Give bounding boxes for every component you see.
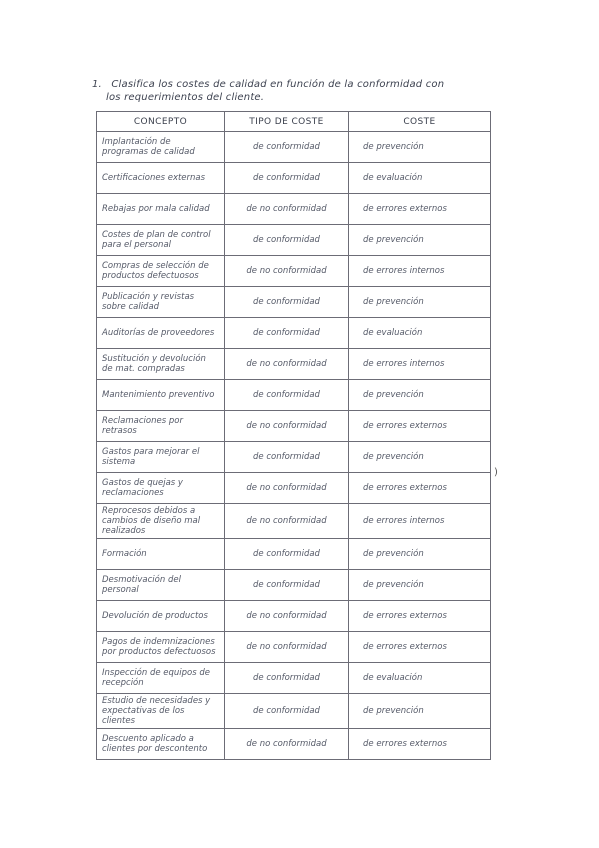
table-row [97, 287, 491, 318]
cell-concepto: Mantenimiento preventivo [97, 380, 225, 411]
table-row [97, 570, 491, 601]
cell-tipo: de conformidad [225, 570, 349, 601]
table-header-row [97, 112, 491, 132]
cell-coste: de prevención [349, 570, 491, 601]
cell-coste: de errores internos [349, 504, 491, 539]
cost-classification-table [96, 111, 491, 760]
cell-tipo: de no conformidad [225, 632, 349, 663]
exercise-line-1: Clasifica los costes de calidad en función de la conformidad con [111, 79, 445, 90]
table-row [97, 225, 491, 256]
column-header-coste: COSTE [349, 112, 491, 132]
cell-tipo: de no conformidad [225, 504, 349, 539]
column-header-tipo: TIPO DE COSTE [225, 112, 349, 132]
cell-tipo: de no conformidad [225, 601, 349, 632]
cell-coste: de evaluación [349, 318, 491, 349]
cell-coste: de errores externos [349, 632, 491, 663]
table-row [97, 694, 491, 729]
table-row [97, 349, 491, 380]
table-row [97, 132, 491, 163]
column-header-concepto: CONCEPTO [97, 112, 225, 132]
cell-concepto: Devolución de productos [97, 601, 225, 632]
table-row [97, 318, 491, 349]
cell-tipo: de conformidad [225, 163, 349, 194]
table-row [97, 194, 491, 225]
cell-tipo: de conformidad [225, 380, 349, 411]
table-row [97, 473, 491, 504]
table-row [97, 601, 491, 632]
table-row [97, 411, 491, 442]
cell-tipo: de no conformidad [225, 473, 349, 504]
cell-concepto: Sustitución y devolución de mat. compradas [97, 349, 225, 380]
cell-coste: de errores externos [349, 729, 491, 760]
cell-concepto: Formación [97, 539, 225, 570]
cell-tipo: de conformidad [225, 663, 349, 694]
cell-tipo: de no conformidad [225, 411, 349, 442]
cell-coste: de prevención [349, 539, 491, 570]
cell-tipo: de no conformidad [225, 729, 349, 760]
cell-coste: de prevención [349, 694, 491, 729]
cell-coste: de prevención [349, 380, 491, 411]
margin-mark: ) [494, 467, 498, 478]
exercise-statement [92, 78, 492, 104]
cell-concepto: Compras de selección de productos defectuosos [97, 256, 225, 287]
cell-tipo: de conformidad [225, 694, 349, 729]
cell-concepto: Gastos de quejas y reclamaciones [97, 473, 225, 504]
cell-coste: de errores externos [349, 194, 491, 225]
table-row [97, 504, 491, 539]
cell-tipo: de conformidad [225, 225, 349, 256]
cell-coste: de prevención [349, 225, 491, 256]
cell-coste: de errores externos [349, 601, 491, 632]
cell-coste: de prevención [349, 287, 491, 318]
table-row [97, 256, 491, 287]
table-row [97, 632, 491, 663]
cell-tipo: de no conformidad [225, 194, 349, 225]
cell-coste: de errores externos [349, 411, 491, 442]
cell-coste: de errores externos [349, 473, 491, 504]
cell-coste: de errores internos [349, 256, 491, 287]
cell-tipo: de conformidad [225, 442, 349, 473]
cell-concepto: Descuento aplicado a clientes por descontento [97, 729, 225, 760]
cell-tipo: de conformidad [225, 132, 349, 163]
cell-concepto: Rebajas por mala calidad [97, 194, 225, 225]
cell-concepto: Publicación y revistas sobre calidad [97, 287, 225, 318]
cell-concepto: Desmotivación del personal [97, 570, 225, 601]
cell-concepto: Certificaciones externas [97, 163, 225, 194]
cell-concepto: Pagos de indemnizaciones por productos defectuosos [97, 632, 225, 663]
cell-coste: de evaluación [349, 163, 491, 194]
cell-concepto: Reprocesos debidos a cambios de diseño mal realizados [97, 504, 225, 539]
cell-tipo: de conformidad [225, 539, 349, 570]
cell-tipo: de no conformidad [225, 349, 349, 380]
cell-tipo: de no conformidad [225, 256, 349, 287]
cell-concepto: Inspección de equipos de recepción [97, 663, 225, 694]
cell-concepto: Reclamaciones por retrasos [97, 411, 225, 442]
table-row [97, 163, 491, 194]
cell-concepto: Costes de plan de control para el personal [97, 225, 225, 256]
cell-concepto: Auditorías de proveedores [97, 318, 225, 349]
cell-concepto: Gastos para mejorar el sistema [97, 442, 225, 473]
exercise-line-2: los requerimientos del cliente. [106, 92, 265, 103]
cell-tipo: de conformidad [225, 287, 349, 318]
table-row [97, 663, 491, 694]
table-row [97, 380, 491, 411]
cell-coste: de errores internos [349, 349, 491, 380]
exercise-number: 1. [92, 79, 102, 90]
cell-tipo: de conformidad [225, 318, 349, 349]
cell-coste: de prevención [349, 442, 491, 473]
table-row [97, 539, 491, 570]
table-row [97, 729, 491, 760]
cell-concepto: Implantación de programas de calidad [97, 132, 225, 163]
cell-coste: de evaluación [349, 663, 491, 694]
cell-coste: de prevención [349, 132, 491, 163]
table-row [97, 442, 491, 473]
cell-concepto: Estudio de necesidades y expectativas de los clientes [97, 694, 225, 729]
